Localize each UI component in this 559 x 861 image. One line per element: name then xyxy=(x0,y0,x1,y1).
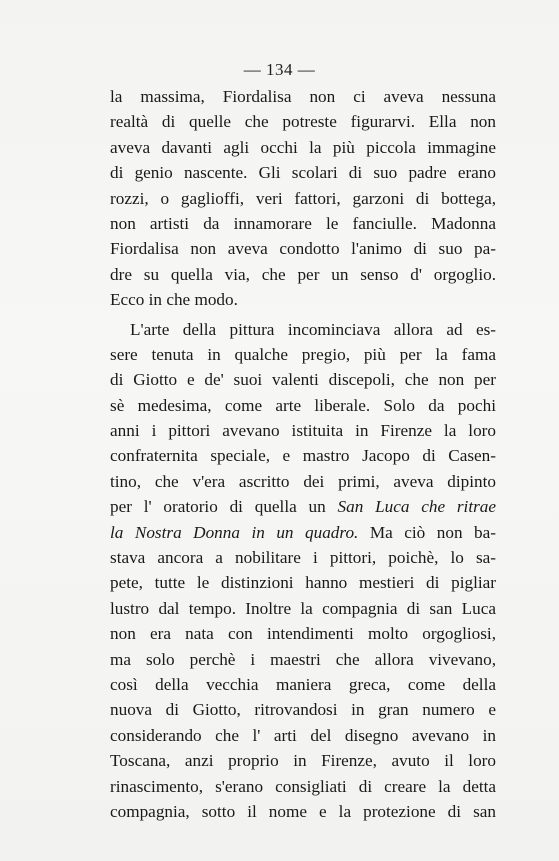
text-line: rozzi, o gaglioffi, veri fattori, garzoni di bottega, xyxy=(110,188,496,208)
text-line: sè medesima, come arte liberale. Solo da pochi xyxy=(110,395,496,415)
text-line: considerando che l' arti del disegno avevano in xyxy=(110,725,496,745)
text-line: pete, tutte le distinzioni hanno mestieri di pigliar xyxy=(110,573,496,593)
text-line-mixed xyxy=(110,494,496,519)
text-run: Ma ciò non ba- xyxy=(369,522,497,542)
text-line: nuova di Giotto, ritrovandosi in gran numero e xyxy=(110,700,496,720)
paragraph-1 xyxy=(110,84,496,313)
text-line: ma solo perchè i maestri che allora vivevano, xyxy=(110,649,496,669)
text-line: la massima, Fiordalisa non ci aveva nessuna xyxy=(110,87,496,106)
text-line: Toscana, anzi proprio in Firenze, avuto il loro xyxy=(110,751,496,771)
text-line: dre su quella via, che per un senso d' orgoglio. xyxy=(110,264,496,284)
text-line: confraternita speciale, e mastro Jacopo di Casen- xyxy=(110,446,496,466)
text-line: lustro dal tempo. Inoltre la compagnia di san Luca xyxy=(110,598,496,618)
text-line: Fiordalisa non aveva condotto l'animo di suo pa- xyxy=(110,239,496,259)
text-line: realtà di quelle che potreste figurarvi. Ella non xyxy=(110,112,496,132)
paragraph-2 xyxy=(110,317,496,825)
text-line: anni i pittori avevano istituita in Firenze la loro xyxy=(110,421,496,441)
text-line: compagnia, sotto il nome e la protezione di san xyxy=(110,801,496,821)
text-line: rinascimento, s'erano consigliati di creare la detta xyxy=(110,776,496,796)
text-line: così della vecchia maniera greca, come della xyxy=(110,674,496,694)
body-text xyxy=(110,84,496,824)
text-line: stava ancora a nobilitare i pittori, poichè, lo sa- xyxy=(110,548,496,568)
text-line: di Giotto e de' suoi valenti discepoli, che non per xyxy=(110,370,496,390)
text-line: di genio nascente. Gli scolari di suo padre erano xyxy=(110,163,496,183)
italic-title: la Nostra Donna in un quadro. xyxy=(110,522,359,542)
text-line: aveva davanti agli occhi la più piccola immagine xyxy=(110,137,496,157)
text-line: tino, che v'era ascritto dei primi, aveva dipinto xyxy=(110,471,496,491)
text-line: sere tenuta in qualche pregio, più per la fama xyxy=(110,344,496,364)
text-line: L'arte della pittura incominciava allora ad es- xyxy=(130,319,496,339)
text-line: Ecco in che modo. xyxy=(110,290,238,310)
italic-title: San Luca che ritrae xyxy=(337,497,497,517)
text-run: per l' oratorio di quella un xyxy=(110,497,326,517)
text-line: non artisti da innamorare le fanciulle. Madonna xyxy=(110,213,496,233)
page-number: — 134 — xyxy=(243,60,316,79)
text-line: non era nata con intendimenti molto orgogliosi, xyxy=(110,624,496,644)
text-line-mixed xyxy=(110,520,496,545)
